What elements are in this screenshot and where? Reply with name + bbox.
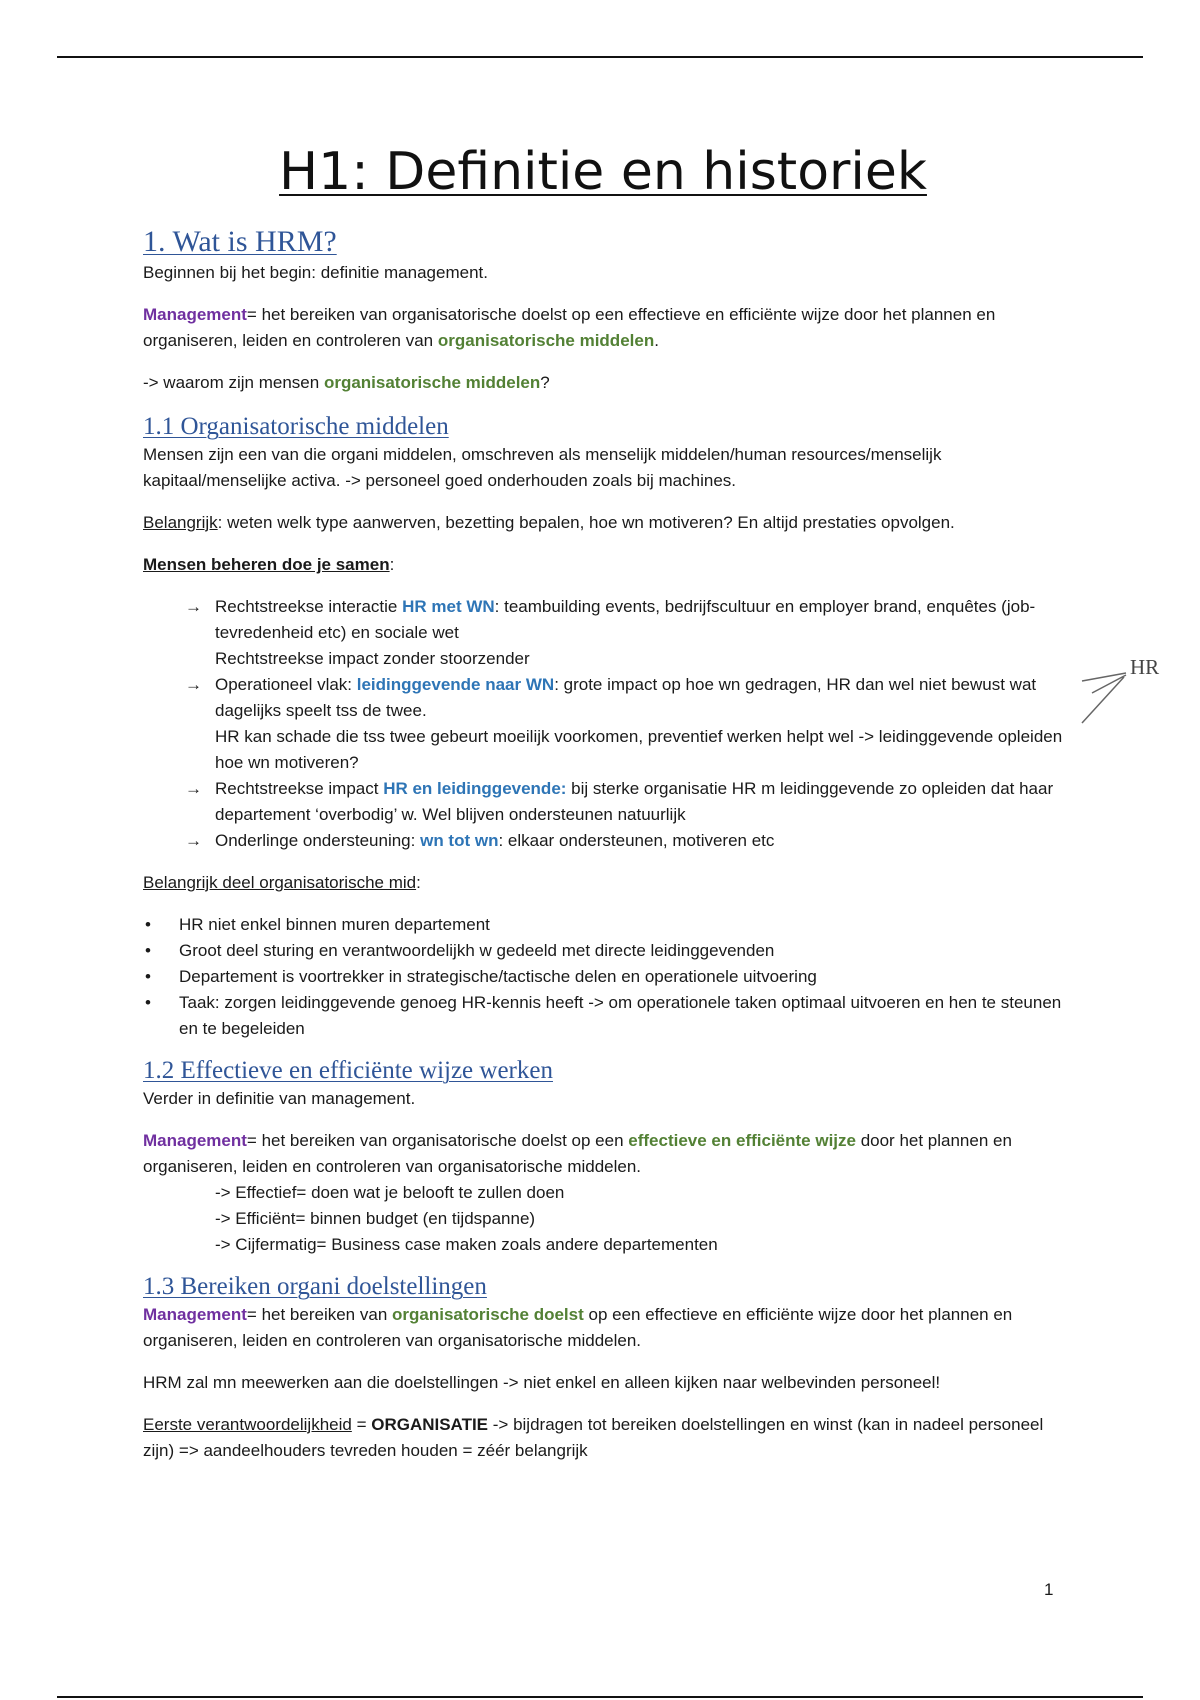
bullet-list: [143, 912, 1063, 1042]
management-definition-1: Management= het bereiken van organisatorische doelst op een effectieve en efficiënte wijze door het plannen en organiseren, leiden en controleren van organisatorische middelen.: [143, 305, 996, 350]
deel-heading: Belangrijk deel organisatorische mid:: [143, 873, 421, 892]
arrow-right-icon: →: [185, 597, 202, 616]
list-item: -> Effectief= doen wat je belooft te zullen doen: [215, 1183, 565, 1202]
list-item: → Rechtstreekse impact HR en leidinggevende: bij sterke organisatie HR m leidinggevende zo opleiden dat haar departement ‘overbodig’ w. Wel blijven ondersteunen natuurlijk: [185, 776, 1063, 828]
definition-term: Management: [143, 1305, 247, 1324]
list-item: • Departement is voortrekker in strategische/tactische delen en operationele uitvoering: [143, 964, 1063, 990]
section-1-3-paragraph: HRM zal mn meewerken aan die doelstellingen -> niet enkel en alleen kijken naar welbevinden personeel!: [143, 1373, 941, 1392]
bullet-icon: •: [145, 993, 151, 1012]
arrow-list: [143, 594, 1063, 854]
section-heading-1-2: 1.2 Effectieve en efficiënte wijze werken: [143, 1057, 553, 1084]
list-item: • Taak: zorgen leidinggevende genoeg HR-kennis heeft -> om operationele taken optimaal uitvoeren en hen te steunen en te begeleiden: [143, 990, 1063, 1042]
question-line: -> waarom zijn mensen organisatorische middelen?: [143, 373, 550, 392]
section-heading-1: 1. Wat is HRM?: [143, 225, 337, 258]
section-1-intro: Beginnen bij het begin: definitie management.: [143, 263, 488, 282]
footer-rule: [57, 1696, 1143, 1698]
definition-items: [143, 1180, 1063, 1258]
bullet-icon: •: [145, 941, 151, 960]
highlight-green: organisatorische middelen: [323, 373, 541, 392]
responsibility-line: Eerste verantwoordelijkheid = ORGANISATIE -> bijdragen tot bereiken doelstellingen en winst (kan in nadeel personeel zijn) => aandeelhouders tevreden houden = zéér belangrijk: [143, 1415, 1044, 1460]
highlight-green: organisatorische middelen: [437, 331, 655, 350]
arrow-right-icon: →: [185, 779, 202, 798]
section-1-2-intro: Verder in definitie van management.: [143, 1089, 416, 1108]
important-line: Belangrijk: weten welk type aanwerven, bezetting bepalen, hoe wn motiveren? En altijd prestaties opvolgen.: [143, 513, 955, 532]
important-label: Belangrijk: [143, 513, 218, 532]
arrow-right-icon: →: [185, 831, 202, 850]
page-number: 1: [1044, 1580, 1054, 1599]
highlight-blue: HR met WN: [402, 597, 495, 616]
list-item: → Operationeel vlak: leidinggevende naar WN: grote impact op hoe wn gedragen, HR dan wel niet bewust wat dagelijks speelt tss de twee. HR kan schade die tss twee gebeurt moeilijk voorkomen, preventief werken helpt wel -> leidinggevende opleiden hoe wn motiveren?: [185, 672, 1063, 776]
page-title: H1: Definitie en historiek: [279, 142, 927, 202]
highlight-blue: leidinggevende naar WN: [356, 675, 555, 694]
header-rule: [57, 56, 1143, 58]
bullet-icon: •: [145, 967, 151, 986]
section-heading-1-3: 1.3 Bereiken organi doelstellingen: [143, 1273, 487, 1300]
samen-heading: Mensen beheren doe je samen:: [143, 555, 395, 574]
document-page: [143, 140, 1063, 1480]
list-item: • Groot deel sturing en verantwoordelijkh w gedeeld met directe leidinggevenden: [143, 938, 1063, 964]
list-item: -> Efficiënt= binnen budget (en tijdspanne): [215, 1209, 536, 1228]
list-item: → Onderlinge ondersteuning: wn tot wn: elkaar ondersteunen, motiveren etc: [185, 828, 1063, 854]
annotation-text: HR: [1130, 655, 1160, 679]
management-definition-2: Management= het bereiken van organisatorische doelst op een effectieve en efficiënte wijze door het plannen en organiseren, leiden en controleren van organisatorische middelen.: [143, 1131, 1012, 1176]
definition-term: Management: [143, 305, 247, 324]
management-definition-3: Management= het bereiken van organisatorische doelst op een effectieve en efficiënte wijze door het plannen en organiseren, leiden en controleren van organisatorische middelen.: [143, 1305, 1013, 1350]
highlight-green: organisatorische doelst: [392, 1305, 584, 1324]
bullet-icon: •: [145, 915, 151, 934]
section-1-1-paragraph: Mensen zijn een van die organi middelen, omschreven als menselijk middelen/human resources/menselijk kapitaal/menselijke activa. -> personeel goed onderhouden zoals bij machines.: [143, 445, 942, 490]
list-item: • HR niet enkel binnen muren departement: [143, 912, 1063, 938]
definition-term: Management: [143, 1131, 247, 1150]
highlight-blue: HR en leidinggevende:: [383, 779, 567, 798]
list-item: → Rechtstreekse interactie HR met WN: teambuilding events, bedrijfscultuur en employer brand, enquêtes (job-tevredenheid etc) en sociale wet Rechtstreekse impact zonder stoorzender: [185, 594, 1063, 672]
section-heading-1-1: 1.1 Organisatorische middelen: [143, 413, 449, 440]
highlight-blue: wn tot wn: [420, 831, 499, 850]
highlight-green: effectieve en efficiënte wijze: [628, 1131, 856, 1150]
list-item: -> Cijfermatig= Business case maken zoals andere departementen: [215, 1235, 718, 1254]
arrow-right-icon: →: [185, 675, 202, 694]
